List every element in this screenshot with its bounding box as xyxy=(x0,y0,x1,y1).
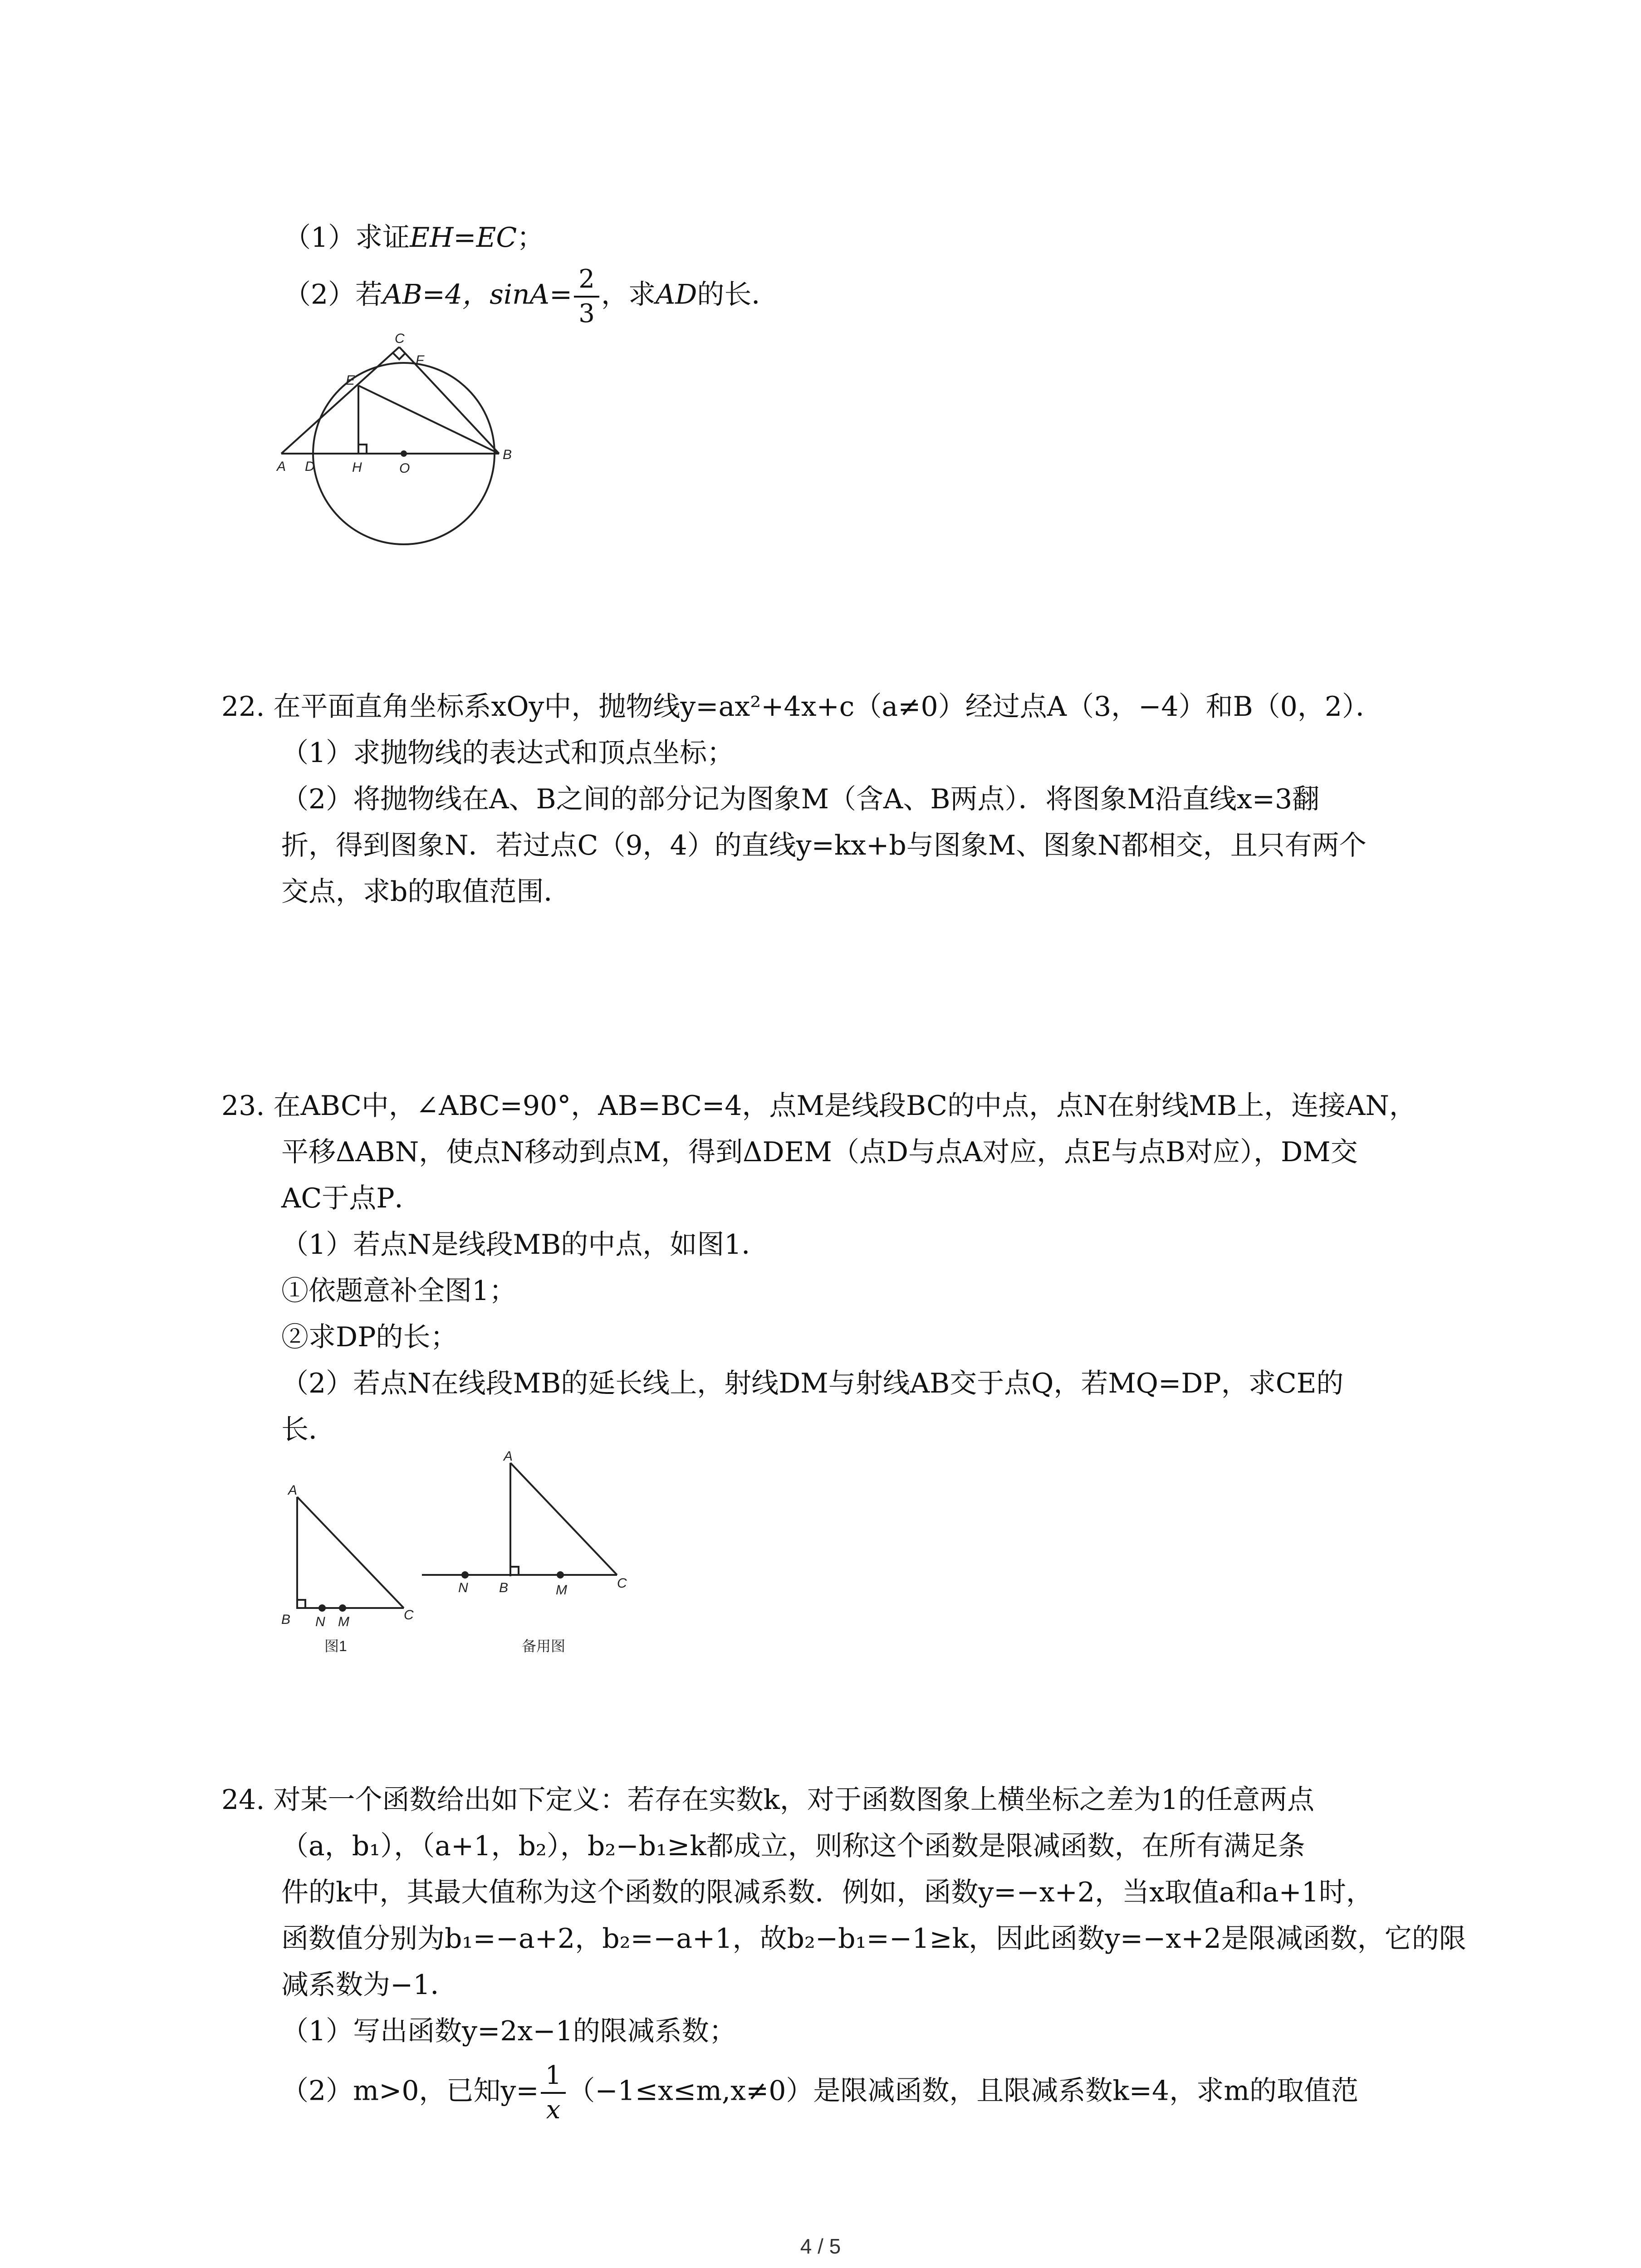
q21-part1: （1）求证EH=EC； xyxy=(284,222,544,254)
label-F: F xyxy=(416,353,424,368)
fig1-label-N: N xyxy=(315,1614,325,1629)
q24-line6: （1）写出函数y=2x−1的限减系数； xyxy=(281,2015,736,2047)
q21-part2: （2）若AB=4，sinA= $\frac{2}{3}$ ，求AD的长． xyxy=(284,263,779,330)
q24-line4: 函数值分别为b₁=−a+2，b₂=−a+1，故b₂−b₁=−1≥k，因此函数y=−x+2是限减函数，它的限 xyxy=(281,1923,1466,1955)
label-C: C xyxy=(395,331,405,346)
q23-figure-1 xyxy=(272,1474,426,1660)
label-E: E xyxy=(346,373,355,388)
fig1-label-B: B xyxy=(281,1612,291,1627)
q23-line7: （2）若点N在线段MB的延长线上，射线DM与射线AB交于点Q，若MQ=DP，求CE的 xyxy=(281,1368,1344,1399)
q22-line2: （1）求抛物线的表达式和顶点坐标； xyxy=(281,737,735,769)
q23-line1: 23. 在ABC中，∠ABC=90°，AB=BC=4，点M是线段BC的中点，点N在射线MB上，连接AN， xyxy=(221,1090,1416,1122)
label-H: H xyxy=(352,460,362,475)
q24-line7: （2）m>0，已知y= $\frac{1}{x}$ （−1≤x≤m,x≠0）是限减函数，且限减系数k=4，求m的取值范 xyxy=(281,2059,1358,2126)
q22-line3: （2）将抛物线在A、B之间的部分记为图象M（含A、B两点）．将图象M沿直线x=3翻 xyxy=(281,783,1320,815)
q24-line5: 减系数为−1． xyxy=(281,1969,458,2001)
fig2-label-A: A xyxy=(504,1449,513,1464)
q23-line2: 平移ΔABN，使点N移动到点M，得到ΔDEM（点D与点A对应，点E与点B对应），DM交 xyxy=(281,1136,1358,1168)
q22-line1: 22. 在平面直角坐标系xOy中，抛物线y=ax²+4x+c（a≠0）经过点A（3，−4）和B（0，2）． xyxy=(221,691,1383,723)
fig2-label-C: C xyxy=(617,1576,627,1591)
sin-fraction: $\frac{2}{3}$ xyxy=(574,263,599,330)
q23-line4: （1）若点N是线段MB的中点，如图1． xyxy=(281,1229,769,1261)
q23-figure-2 xyxy=(417,1442,635,1660)
q23-line5: ①依题意补全图1； xyxy=(281,1275,517,1307)
label-D: D xyxy=(305,459,315,474)
fig2-label-B: B xyxy=(499,1580,509,1595)
q24-line1: 24. 对某一个函数给出如下定义：若存在实数k，对于函数图象上横坐标之差为1的任意两点 xyxy=(221,1784,1315,1816)
q24-line3: 件的k中，其最大值称为这个函数的限减系数．例如，函数y=−x+2，当x取值a和a+1时， xyxy=(281,1877,1373,1908)
label-B: B xyxy=(503,447,512,462)
fig2-label-N: N xyxy=(458,1580,468,1595)
fig2-caption: 备用图 xyxy=(522,1638,566,1654)
reciprocal-fraction: $\frac{1}{x}$ xyxy=(541,2059,566,2126)
fig2-label-M: M xyxy=(556,1583,567,1598)
fig1-label-C: C xyxy=(404,1608,414,1623)
label-O: O xyxy=(399,461,410,476)
q23-line3: AC于点P． xyxy=(281,1183,422,1214)
q21-circle-figure xyxy=(268,327,522,562)
page-number: 4 / 5 xyxy=(800,2234,841,2258)
q22-line5: 交点，求b的取值范围． xyxy=(281,876,571,908)
label-A: A xyxy=(277,459,286,474)
q23-line6: ②求DP的长； xyxy=(281,1321,458,1353)
fig1-caption: 图1 xyxy=(324,1638,347,1654)
q23-line8: 长． xyxy=(281,1414,336,1446)
q22-line4: 折，得到图象N．若过点C（9，4）的直线y=kx+b与图象M、图象N都相交，且只有两个 xyxy=(281,830,1367,861)
q24-line2: （a，b₁），（a+1，b₂），b₂−b₁≥k都成立，则称这个函数是限减函数，在所有满足条 xyxy=(281,1830,1305,1862)
fig1-label-A: A xyxy=(288,1483,298,1498)
fig1-label-M: M xyxy=(338,1614,349,1629)
